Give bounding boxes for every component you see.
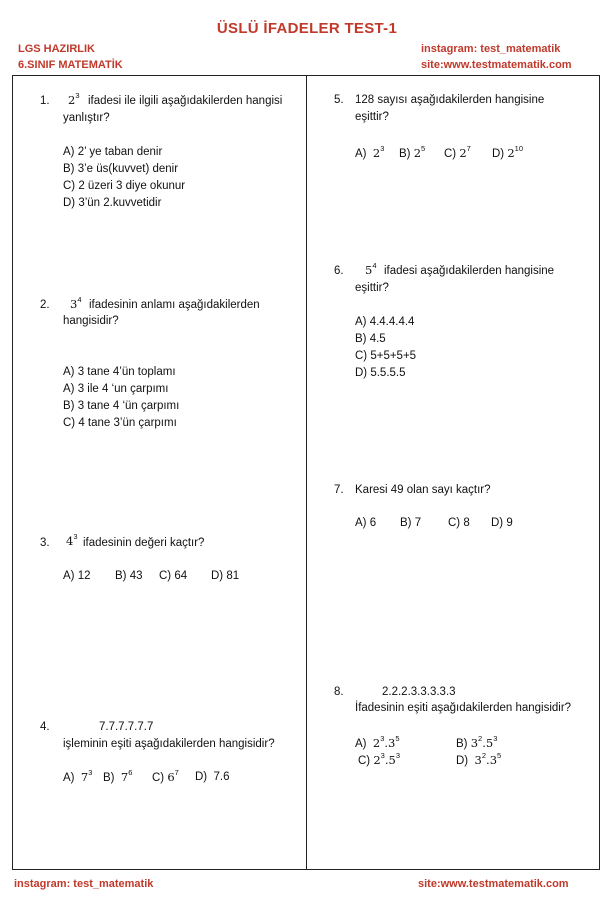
question-number: 5.: [334, 94, 344, 106]
option-a[interactable]: A) 4.4.4.4.4: [355, 316, 415, 328]
question-expression: $5^4$: [365, 261, 377, 277]
option-a[interactable]: A) $7^3$: [63, 768, 93, 784]
option-b[interactable]: B) 3 tane 4 ‘ün çarpımı: [63, 400, 180, 412]
option-a[interactable]: A) 3 tane 4’ün toplamı: [63, 366, 176, 378]
option-c[interactable]: C) $6^7$: [152, 768, 179, 784]
option-b[interactable]: B) $2^5$: [399, 144, 426, 160]
option-b[interactable]: B) 7: [400, 517, 422, 529]
question-number: 8.: [334, 686, 344, 698]
question-text: eşittir?: [355, 282, 389, 294]
option-a[interactable]: A) $2^3$: [355, 144, 385, 160]
question-text: ifadesinin anlamı aşağıdakilerden: [89, 299, 260, 311]
footer-site: site:www.testmatematik.com: [418, 878, 569, 890]
question-number: 1.: [40, 95, 50, 107]
footer-instagram: instagram: test_matematik: [14, 878, 154, 890]
question-expression: $3^4$: [70, 295, 82, 311]
header-right-line2: site:www.testmatematik.com: [421, 59, 572, 71]
page-title: ÜSLÜ İFADELER TEST-1: [216, 20, 398, 37]
question-number: 2.: [40, 299, 50, 311]
option-b[interactable]: B) 3’e üs(kuvvet) denir: [63, 163, 179, 175]
option-c[interactable]: C) 2 üzeri 3 diye okunur: [63, 180, 186, 192]
option-c[interactable]: C) $2^7$: [444, 144, 471, 160]
option-a2[interactable]: A) 3 ile 4 ‘un çarpımı: [63, 383, 169, 395]
question-number: 7.: [334, 484, 344, 496]
option-c[interactable]: C) 8: [448, 517, 470, 529]
question-text: ifadesinin değeri kaçtır?: [83, 537, 205, 549]
option-a[interactable]: A) 2’ ye taban denir: [63, 146, 163, 158]
option-b[interactable]: B) 4.5: [355, 333, 386, 345]
option-c[interactable]: C) 4 tane 3’ün çarpımı: [63, 417, 177, 429]
question-expression: $4^3$: [66, 532, 78, 548]
option-b[interactable]: B) $3^2.5^3$: [456, 734, 498, 750]
option-d[interactable]: D) $3^2.3^5$: [456, 751, 502, 767]
option-b[interactable]: B) $7^6$: [103, 768, 133, 784]
option-c[interactable]: C) $2^3.5^3$: [358, 751, 400, 767]
question-text: 128 sayısı aşağıdakilerden hangisine: [355, 94, 545, 106]
option-a[interactable]: A) 12: [63, 570, 91, 582]
question-number: 3.: [40, 537, 50, 549]
question-text: hangisidir?: [63, 315, 119, 327]
question-text: Karesi 49 olan sayı kaçtır?: [355, 484, 491, 496]
option-b[interactable]: B) 43: [115, 570, 143, 582]
option-c[interactable]: C) 64: [159, 570, 188, 582]
question-text: İfadesinin eşiti aşağıdakilerden hangisidir?: [355, 702, 572, 714]
option-a[interactable]: A) $2^3.3^5$: [355, 734, 400, 750]
question-text: işleminin eşiti aşağıdakilerden hangisidir?: [63, 738, 275, 750]
question-number: 4.: [40, 721, 50, 733]
question-expression: $2^3$: [68, 91, 80, 107]
column-divider: [306, 75, 307, 870]
question-expression: 2.2.2.3.3.3.3.3: [382, 686, 456, 698]
option-d[interactable]: D) $2^{10}$: [492, 144, 524, 160]
option-d[interactable]: D) 9: [491, 517, 513, 529]
option-d[interactable]: D) 5.5.5.5: [355, 367, 406, 379]
question-text: yanlıştır?: [63, 112, 110, 124]
question-expression: 7.7.7.7.7.7: [99, 721, 154, 733]
question-number: 6.: [334, 265, 344, 277]
header-left-line2: 6.SINIF MATEMATİK: [18, 59, 123, 71]
question-text: eşittir?: [355, 111, 389, 123]
question-text: ifadesi aşağıdakilerden hangisine: [384, 265, 555, 277]
option-c[interactable]: C) 5+5+5+5: [355, 350, 417, 362]
header-left-line1: LGS HAZIRLIK: [18, 43, 95, 55]
header-right-line1: instagram: test_matematik: [421, 43, 561, 55]
option-d[interactable]: D) 81: [211, 570, 240, 582]
option-d[interactable]: D) 7.6: [195, 771, 230, 783]
option-a[interactable]: A) 6: [355, 517, 377, 529]
question-text: ifadesi ile ilgili aşağıdakilerden hangisi: [88, 95, 283, 107]
option-d[interactable]: D) 3’ün 2.kuvvetidir: [63, 197, 162, 209]
